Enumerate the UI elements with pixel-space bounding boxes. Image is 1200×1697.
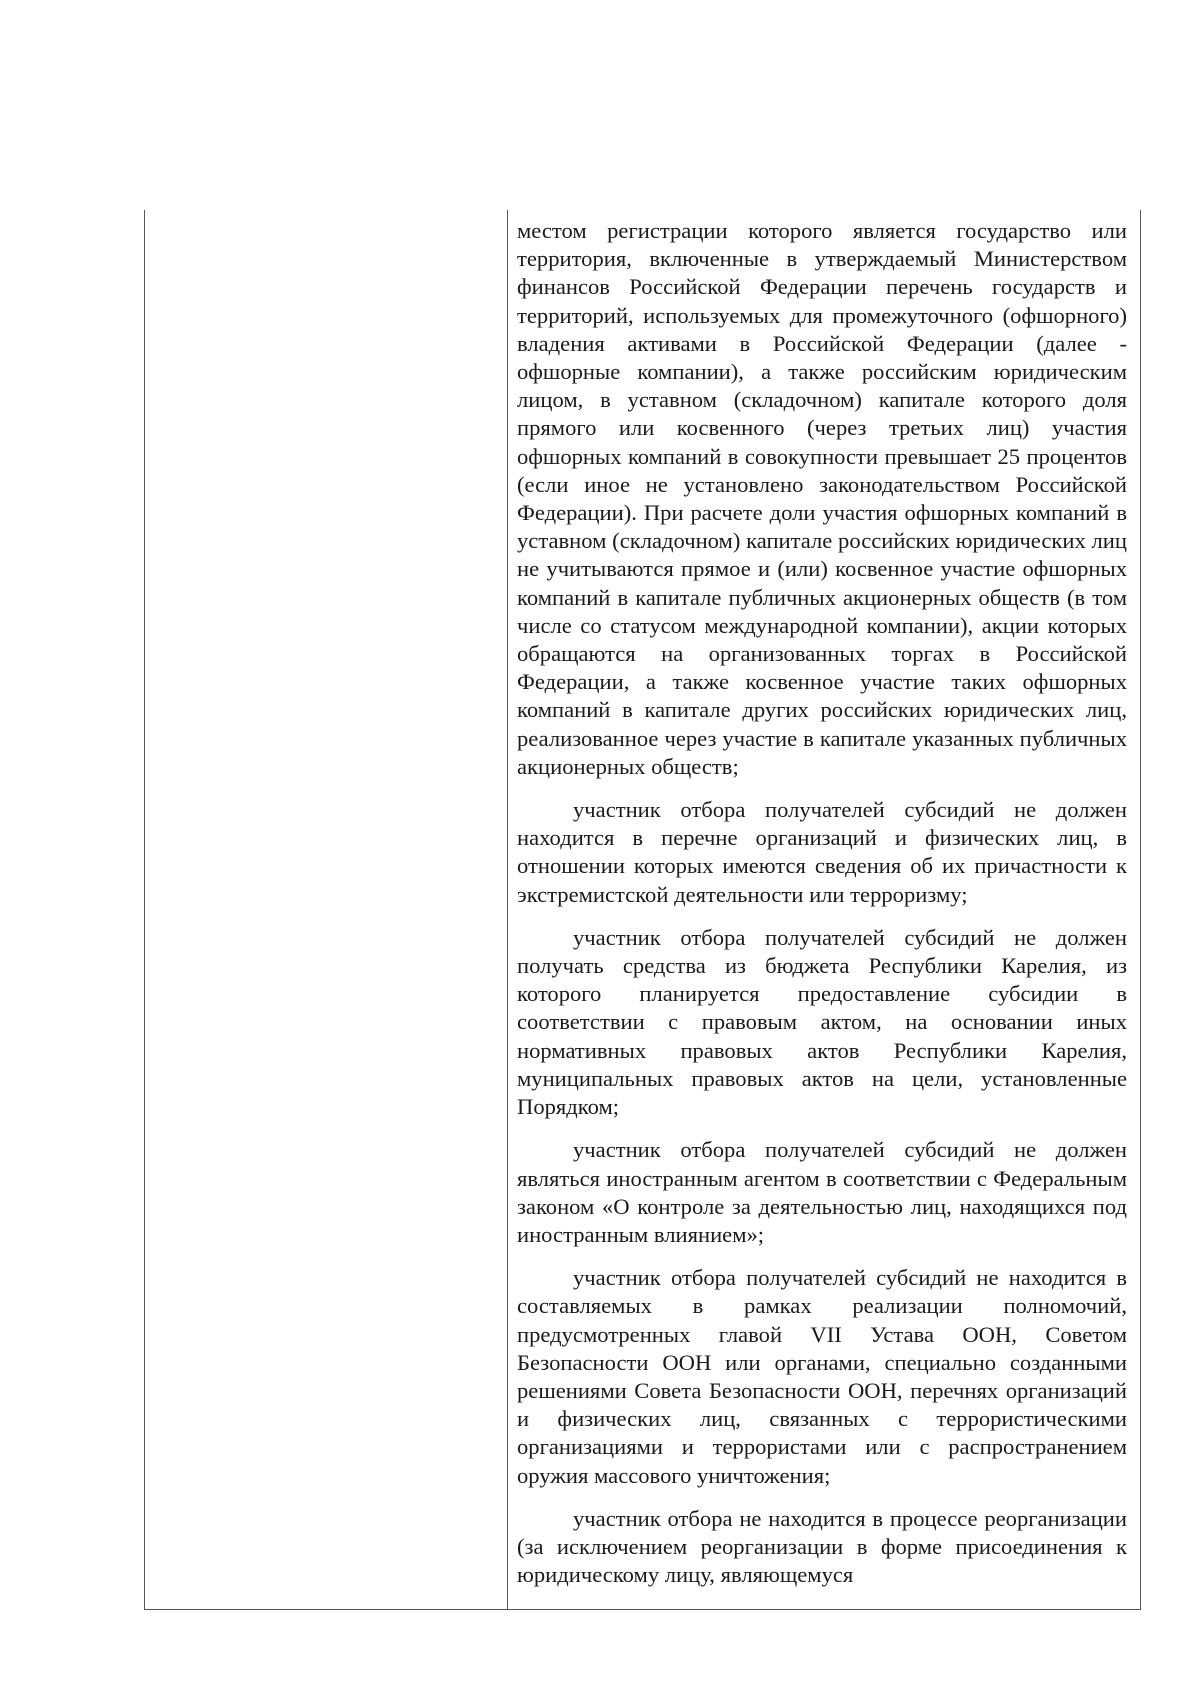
paragraph-foreign-agent: участник отбора получателей субсидий не должен являться иностранным агентом в соответствии с Федеральным законом «О контроле за деятельностью лиц, находящихся под иностранным влиянием»; <box>517 1137 1127 1247</box>
paragraph-budget-funds: участник отбора получателей субсидий не должен получать средства из бюджета Республики Карелия, из которого планируется предоставление субсидии в соответствии с правовым актом, на основании иных нормативных правовых актов Республики Карелия, муниципальных правовых актов на цели, установленные Порядком; <box>517 924 1127 1120</box>
paragraph-reorganization: участник отбора не находится в процессе реорганизации (за исключением реорганизации в форме присоединения к юридическому лицу, являющемуся <box>517 1505 1127 1588</box>
table-column-divider <box>507 210 508 1609</box>
paragraph-extremism-list: участник отбора получателей субсидий не должен находится в перечне организаций и физических лиц, в отношении которых имеются сведения об их причастности к экстремистской деятельности или терроризму; <box>517 797 1127 907</box>
paragraph-un-sanctions: участник отбора получателей субсидий не находится в составляемых в рамках реализации полномочий, предусмотренных главой VII Устава ООН, Советом Безопасности ООН или органами, специально созданными решениями Совета Безопасности ООН, перечнях организаций и физических лиц, связанных с террористическими организациями и террористами или с распространением оружия массового уничтожения; <box>517 1265 1127 1488</box>
document-table <box>144 210 1141 1610</box>
table-left-column <box>145 210 507 1609</box>
paragraph-offshore-companies: местом регистрации которого является государство или территория, включенные в утверждаемый Министерством финансов Российской Федерации перечень государств и территорий, используемых для промежуточного (офшорного) владения активами в Российской Федерации (далее - офшорные компании), а также российским юридическим лицом, в уставном (складочном) капитале которого доля прямого или косвенного (через третьих лиц) участия офшорных компаний в совокупности превышает 25 процентов (если иное не установлено законодательством Российской Федерации). При расчете доли участия офшорных компаний в уставном (складочном) капитале российских юридических лиц не учитываются прямое и (или) косвенное участие офшорных компаний в капитале публичных акционерных обществ (в том числе со статусом международной компании), акции которых обращаются на организованных торгах в Российской Федерации, а также косвенное участие таких офшорных компаний в капитале других российских юридических лиц, реализованное через участие в капитале указанных публичных акционерных обществ; <box>517 218 1127 779</box>
table-right-column <box>517 210 1127 1609</box>
